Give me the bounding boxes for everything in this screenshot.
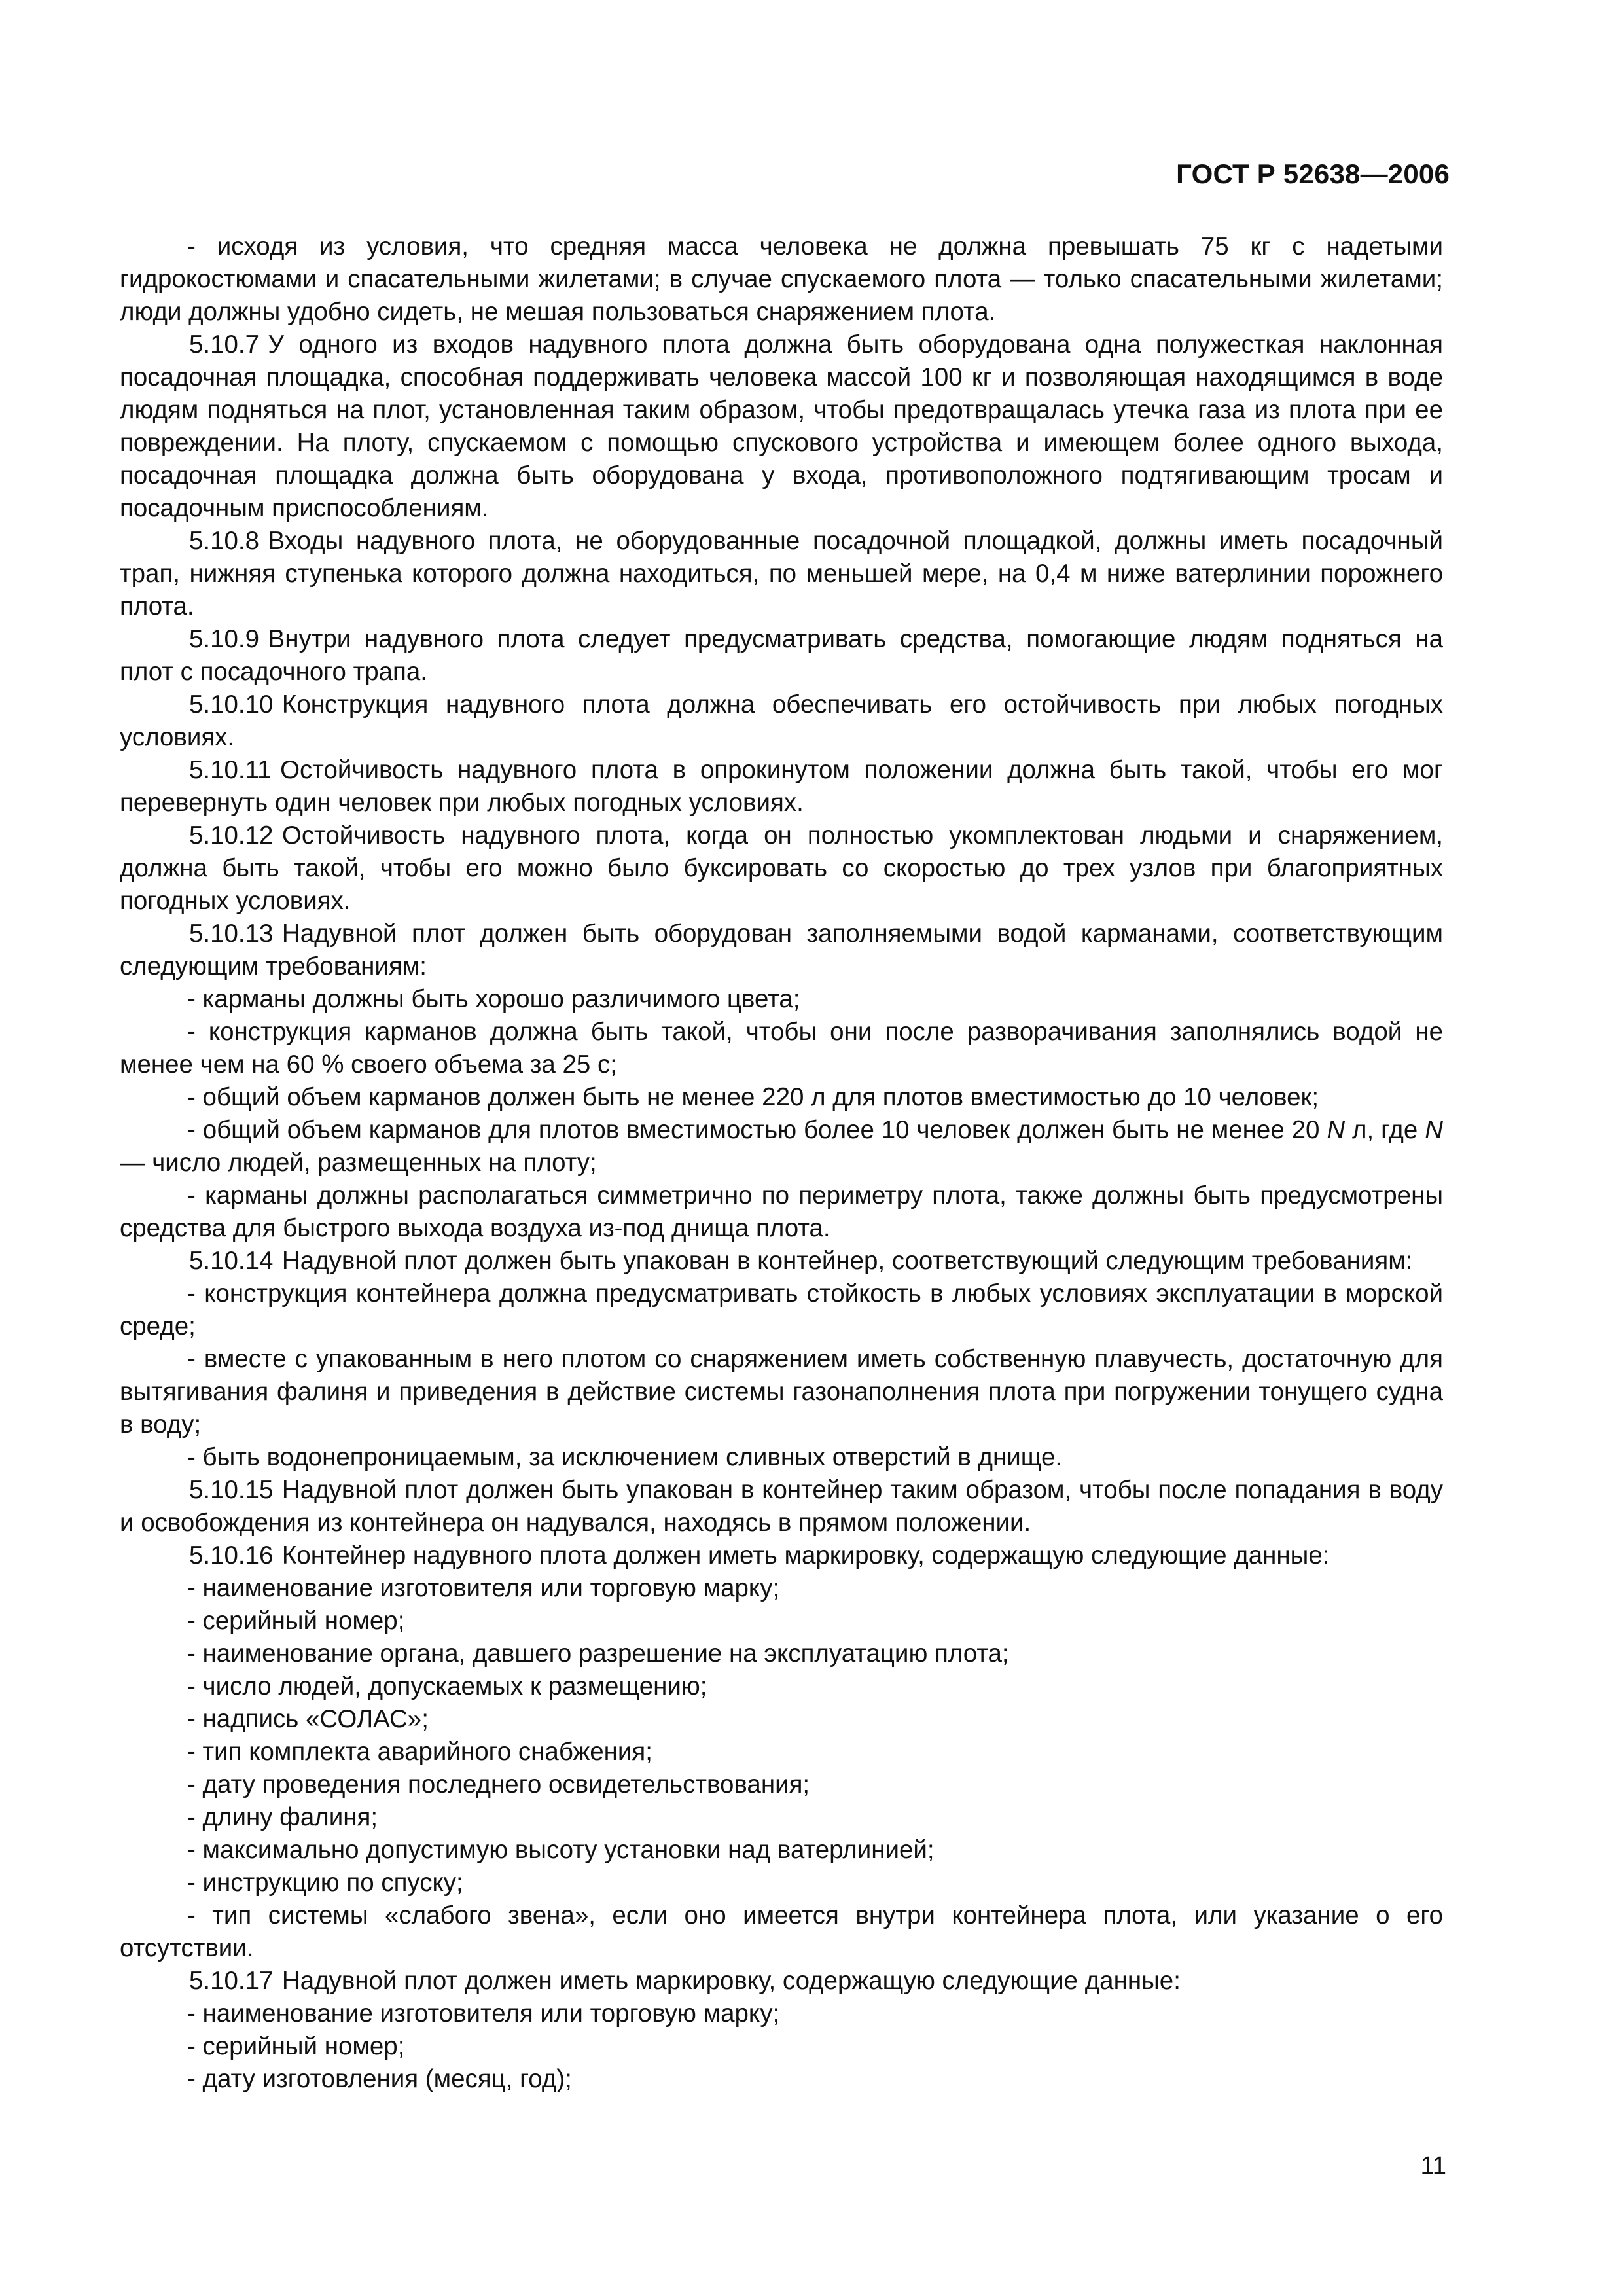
list-item: - быть водонепроницаемым, за исключением сливных отверстий в днище. bbox=[187, 1443, 1063, 1471]
clause-text: Надувной плот должен быть упакован в контейнер, соответствующий следующим требованиям: bbox=[281, 1247, 1413, 1275]
clause-number: 5.10.13 bbox=[189, 920, 274, 948]
list-item: - карманы должны располагаться симметрично по периметру плота, также должны быть предусмотрены средства для быстрого выхода воздуха из-под днища плота. bbox=[120, 1181, 1443, 1242]
clause-number: 5.10.15 bbox=[189, 1476, 274, 1504]
clause-5-10-16 bbox=[120, 1539, 1443, 1572]
clause-text: Остойчивость надувного плота, когда он полностью укомплектован людьми и снаряжением, должна быть такой, чтобы его можно было буксировать со скоростью до трех узлов при благоприятных погодных условиях. bbox=[120, 821, 1443, 915]
list-item: - общий объем карманов должен быть не менее 220 л для плотов вместимостью до 10 человек; bbox=[187, 1083, 1319, 1111]
list-item: - наименование изготовителя или торговую марку; bbox=[187, 2000, 780, 2028]
clause-number: 5.10.7 bbox=[189, 331, 260, 359]
clause-5-10-15 bbox=[120, 1474, 1443, 1539]
clause-5-10-13 bbox=[120, 918, 1443, 983]
clause-5-10-14 bbox=[120, 1245, 1443, 1278]
list-item: - максимально допустимую высоту установки над ватерлинией; bbox=[187, 1836, 935, 1864]
list-item bbox=[120, 1114, 1443, 1179]
list-item: - серийный номер; bbox=[187, 1607, 405, 1635]
list-item: - наименование изготовителя или торговую марку; bbox=[187, 1574, 780, 1602]
clause-text: Контейнер надувного плота должен иметь маркировку, содержащую следующие данные: bbox=[281, 1541, 1330, 1570]
list-item: - длину фалиня; bbox=[187, 1803, 378, 1831]
clause-5-10-9 bbox=[120, 623, 1443, 689]
list-item: - вместе с упакованным в него плотом со снаряжением иметь собственную плавучесть, достаточную для вытягивания фалиня и приведения в действие системы газонаполнения плота при погружении тонущего судна в воду; bbox=[120, 1345, 1443, 1439]
list-item: - исходя из условия, что средняя масса человека не должна превышать 75 кг с надетыми гидрокостюмами и спасательными жилетами; в случае спускаемого плота — только спасательными жилетами; люди должны удобно сидеть, не мешая пользоваться снаряжением плота. bbox=[120, 232, 1443, 326]
document-body bbox=[120, 230, 1443, 2096]
list-item: - конструкция карманов должна быть такой, чтобы они после разворачивания заполнялись водой не менее чем на 60 % своего объема за 25 с; bbox=[120, 1018, 1443, 1079]
clause-text: Внутри надувного плота следует предусматривать средства, помогающие людям подняться на плот с посадочного трапа. bbox=[120, 625, 1443, 686]
list-item: - тип системы «слабого звена», если оно имеется внутри контейнера плота, или указание о его отсутствии. bbox=[120, 1901, 1443, 1962]
clause-number: 5.10.14 bbox=[189, 1247, 274, 1275]
list-item-text: л, где bbox=[1345, 1116, 1425, 1144]
clause-text: У одного из входов надувного плота должна быть оборудована одна полужесткая наклонная посадочная площадка, способная поддерживать человека массой 100 кг и позволяющая находящимся в воде людям подняться на плот, установленная таким образом, чтобы предотвращалась утечка газа из плота при ее повреждении. На плоту, спускаемом с помощью спускового устройства и имеющем более одного выхода, посадочная площадка должна быть оборудована у входа, противоположного подтягивающим тросам и посадочным приспособлениям. bbox=[120, 331, 1443, 522]
list-item: - серийный номер; bbox=[187, 2032, 405, 2060]
clause-number: 5.10.9 bbox=[189, 625, 260, 653]
list-item: - наименование органа, давшего разрешение на эксплуатацию плота; bbox=[187, 1640, 1009, 1668]
clause-number: 5.10.12 bbox=[189, 821, 274, 850]
clause-number: 5.10.8 bbox=[189, 527, 260, 555]
list-item: - инструкцию по спуску; bbox=[187, 1869, 463, 1897]
list-item-text: — число людей, размещенных на плоту; bbox=[120, 1149, 597, 1177]
variable-n: N bbox=[1327, 1116, 1346, 1144]
document-header-id: ГОСТ Р 52638—2006 bbox=[1176, 158, 1450, 189]
clause-5-10-11 bbox=[120, 754, 1443, 819]
clause-text: Конструкция надувного плота должна обеспечивать его остойчивость при любых погодных условиях. bbox=[120, 691, 1443, 751]
clause-text: Входы надувного плота, не оборудованные посадочной площадкой, должны иметь посадочный трап, нижняя ступенька которого должна находиться, по меньшей мере, на 0,4 м ниже ватерлинии порожнего плота. bbox=[120, 527, 1443, 620]
list-item: - дату проведения последнего освидетельствования; bbox=[187, 1770, 810, 1799]
list-item: - тип комплекта аварийного снабжения; bbox=[187, 1738, 652, 1766]
clause-text: Надувной плот должен иметь маркировку, содержащую следующие данные: bbox=[281, 1967, 1181, 1995]
clause-5-10-8 bbox=[120, 525, 1443, 623]
clause-number: 5.10.11 bbox=[189, 756, 272, 784]
clause-5-10-7 bbox=[120, 329, 1443, 525]
clause-5-10-10 bbox=[120, 689, 1443, 754]
clause-number: 5.10.10 bbox=[189, 691, 274, 719]
list-item: - карманы должны быть хорошо различимого цвета; bbox=[187, 985, 800, 1013]
page-number: 11 bbox=[1420, 2152, 1446, 2179]
clause-text: Остойчивость надувного плота в опрокинутом положении должна быть такой, чтобы его мог перевернуть один человек при любых погодных условиях. bbox=[120, 756, 1443, 817]
clause-number: 5.10.17 bbox=[189, 1967, 274, 1995]
clause-number: 5.10.16 bbox=[189, 1541, 274, 1570]
list-item: - число людей, допускаемых к размещению; bbox=[187, 1672, 707, 1700]
list-item: - дату изготовления (месяц, год); bbox=[187, 2065, 572, 2093]
variable-n: N bbox=[1425, 1116, 1443, 1144]
list-item: - надпись «СОЛАС»; bbox=[187, 1705, 429, 1733]
clause-5-10-17 bbox=[120, 1965, 1443, 1998]
clause-text: Надувной плот должен быть оборудован заполняемыми водой карманами, соответствующим следующим требованиям: bbox=[120, 920, 1443, 980]
clause-text: Надувной плот должен быть упакован в контейнер таким образом, чтобы после попадания в воду и освобождения из контейнера он надувался, находясь в прямом положении. bbox=[120, 1476, 1443, 1537]
clause-5-10-12 bbox=[120, 819, 1443, 918]
list-item: - конструкция контейнера должна предусматривать стойкость в любых условиях эксплуатации в морской среде; bbox=[120, 1280, 1443, 1340]
list-item-text: - общий объем карманов для плотов вместимостью более 10 человек должен быть не менее 20 bbox=[187, 1116, 1327, 1144]
